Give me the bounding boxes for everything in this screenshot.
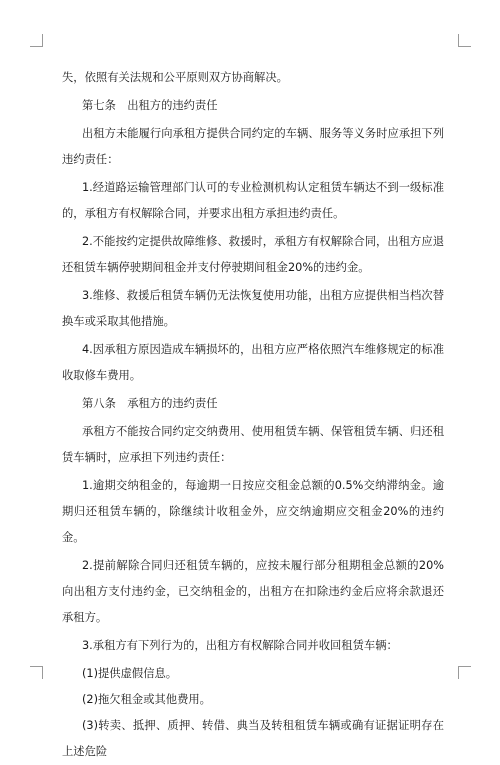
paragraph-continuation: 失，依照有关法规和公平原则双方协商解决。 (62, 71, 288, 84)
crop-mark-bottom-left (30, 666, 43, 679)
crop-mark-top-right (458, 34, 471, 47)
article-7-heading: 第七条 出租方的违约责任 (82, 99, 218, 112)
article-8-heading: 第八条 承租方的违约责任 (82, 397, 218, 410)
article-8-sub-item-1: (1)提供虚假信息。 (82, 667, 178, 680)
article-7-item-3: 3.维修、救援后租赁车辆仍无法恢复使用功能，出租方应提供相当档次替换车或采取其他措施。 (62, 289, 444, 328)
document-page (62, 65, 444, 765)
article-8-intro: 承租方不能按合同约定交纳费用、使用租赁车辆、保管租赁车辆、归还租赁车辆时，应承担下列违约责任： (62, 425, 444, 464)
article-8-sub-item-3: (3)转卖、抵押、质押、转借、典当及转租租赁车辆或确有证据证明存在上述危险 (62, 719, 444, 758)
crop-mark-bottom-right (458, 666, 471, 679)
article-7-item-4: 4.因承租方原因造成车辆损坏的，出租方应严格依照汽车维修规定的标准收取修车费用。 (62, 343, 444, 382)
article-8-item-2: 2.提前解除合同归还租赁车辆的，应按未履行部分租期租金总额的20%向出租方支付违约金，已交纳租金的，出租方在扣除违约金后应将余款退还承租方。 (62, 559, 444, 624)
article-8-item-1: 1.逾期交纳租金的，每逾期一日按应交租金总额的0.5%交纳滞纳金。逾期归还租赁车辆的，除继续计收租金外，应交纳逾期应交租金20%的违约金。 (62, 479, 444, 544)
article-7-item-2: 2.不能按约定提供故障维修、救援时，承租方有权解除合同，出租方应退还租赁车辆停驶期间租金并支付停驶期间租金20%的违约金。 (62, 235, 444, 274)
crop-mark-top-left (30, 34, 43, 47)
article-8-sub-item-2: (2)拖欠租金或其他费用。 (82, 693, 211, 706)
article-8-item-3: 3.承租方有下列行为的，出租方有权解除合同并收回租赁车辆： (82, 639, 398, 652)
article-7-intro: 出租方未能履行向承租方提供合同约定的车辆、服务等义务时应承担下列违约责任： (62, 127, 444, 166)
article-7-item-1: 1.经道路运输管理部门认可的专业检测机构认定租赁车辆达不到一级标准的，承租方有权解除合同，并要求出租方承担违约责任。 (62, 181, 444, 220)
